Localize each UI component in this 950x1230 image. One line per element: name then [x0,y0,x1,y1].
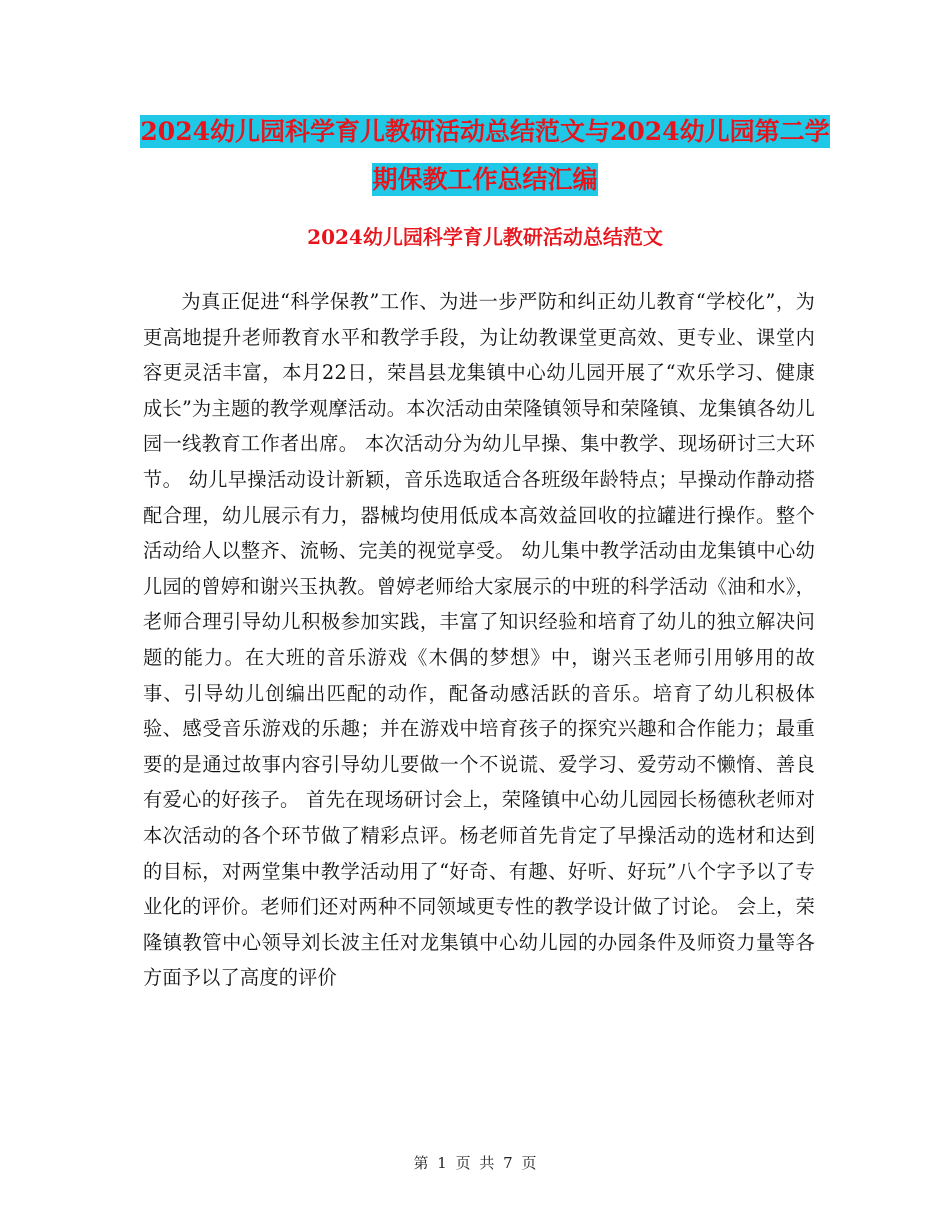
document-title [140,108,830,204]
section-title: 2024幼儿园科学育儿教研活动总结范文 [307,225,663,249]
body-paragraph: 为真正促进“科学保教”工作、为进一步严防和纠正幼儿教育“学校化”，为更高地提升老师教育水平和教学手段，为让幼教课堂更高效、更专业、课堂内容更灵活丰富，本月22日，荣昌县龙集镇中心幼儿园开展了“欢乐学习、健康成长”为主题的教学观摩活动。本次活动由荣隆镇领导和荣隆镇、龙集镇各幼儿园一线教育工作者出席。 本次活动分为幼儿早操、集中教学、现场研讨三大环节。 幼儿早操活动设计新颖，音乐选取适合各班级年龄特点；早操动作静动搭配合理，幼儿展示有力，器械均使用低成本高效益回收的拉罐进行操作。整个活动给人以整齐、流畅、完美的视觉享受。 幼儿集中教学活动由龙集镇中心幼儿园的曾婷和谢兴玉执教。曾婷老师给大家展示的中班的科学活动《油和水》，老师合理引导幼儿积极参加实践，丰富了知识经验和培育了幼儿的独立解决问题的能力。在大班的音乐游戏《木偶的梦想》中，谢兴玉老师引用够用的故事、引导幼儿创编出匹配的动作，配备动感活跃的音乐。培育了幼儿积极体验、感受音乐游戏的乐趣；并在游戏中培育孩子的探究兴趣和合作能力；最重要的是通过故事内容引导幼儿要做一个不说谎、爱学习、爱劳动不懒惰、善良有爱心的好孩子。 首先在现场研讨会上，荣隆镇中心幼儿园园长杨德秋老师对本次活动的各个环节做了精彩点评。杨老师首先肯定了早操活动的选材和达到的目标，对两堂集中教学活动用了“好奇、有趣、好听、好玩”八个字予以了专业化的评价。老师们还对两种不同领域更专性的教学设计做了讨论。 会上，荣隆镇教管中心领导刘长波主任对龙集镇中心幼儿园的办园条件及师资力量等各方面予以了高度的评价 [143,290,815,990]
page-footer: 第 1 页 共 7 页 [413,1154,537,1172]
document-title-text: 2024幼儿园科学育儿教研活动总结范文与2024幼儿园第二学期保教工作总结汇编 [140,117,830,194]
